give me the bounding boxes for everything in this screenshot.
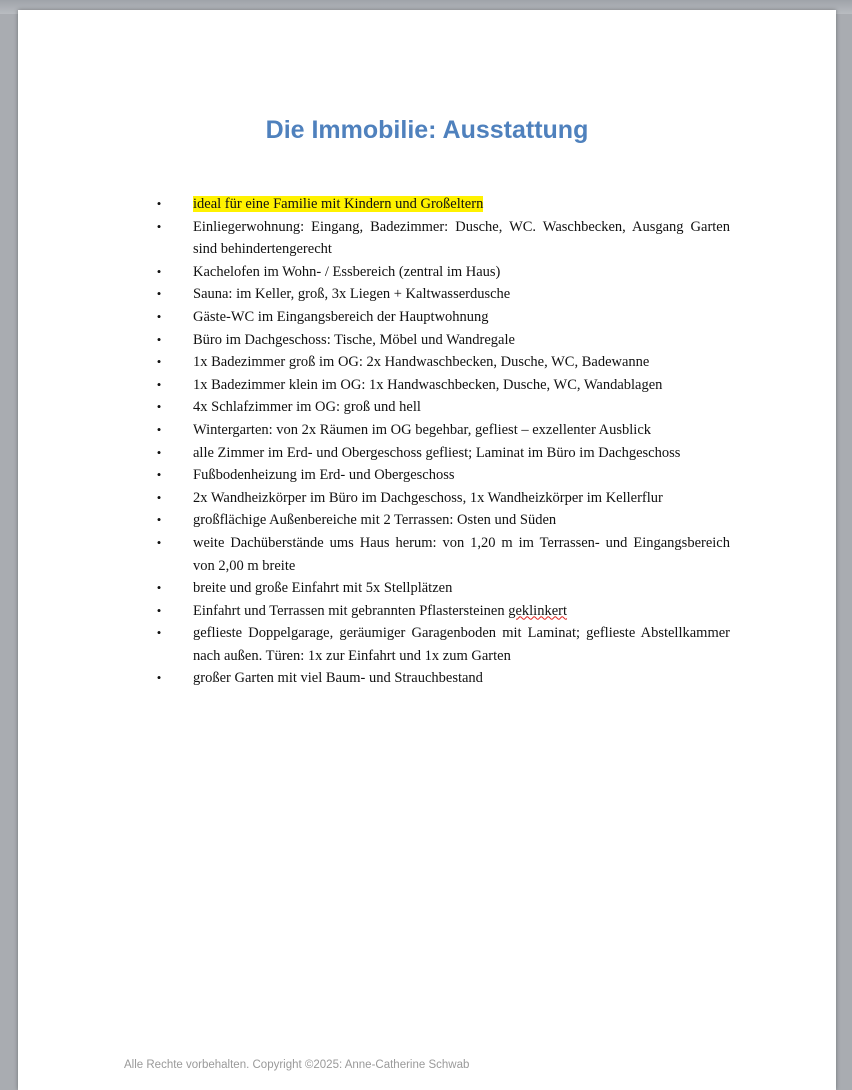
- list-item-text: großer Garten mit viel Baum- und Strauchbestand: [193, 670, 483, 687]
- list-item: [156, 509, 730, 532]
- list-item: [156, 487, 730, 510]
- list-item-text: alle Zimmer im Erd- und Obergeschoss gefliest; Laminat im Büro im Dachgeschoss: [193, 444, 681, 461]
- list-item: [156, 283, 730, 306]
- bullet-icon: •: [156, 467, 162, 483]
- document-page[interactable]: [18, 10, 836, 1090]
- list-item-text: großflächige Außenbereiche mit 2 Terrassen: Osten und Süden: [193, 512, 557, 529]
- list-item: [156, 306, 730, 329]
- list-item-text: geflieste Doppelgarage, geräumiger Garagenboden mit Laminat; geflieste Abstellkammer nach außen. Türen: 1x zur Einfahrt und 1x zum Garten: [193, 625, 730, 664]
- list-item-text: 1x Badezimmer klein im OG: 1x Handwaschbecken, Dusche, WC, Wandablagen: [193, 376, 663, 393]
- list-item-text: Gäste-WC im Eingangsbereich der Hauptwohnung: [193, 308, 489, 325]
- list-item: [156, 396, 730, 419]
- list-item-text: 4x Schlafzimmer im OG: groß und hell: [193, 399, 421, 416]
- bullet-icon: •: [156, 308, 162, 324]
- page-title: Die Immobilie: Ausstattung: [265, 116, 589, 144]
- list-item-text: breite und große Einfahrt mit 5x Stellplätzen: [193, 580, 453, 597]
- list-item: [156, 216, 730, 261]
- bullet-icon: •: [156, 286, 162, 302]
- bullet-icon: •: [156, 444, 162, 460]
- list-item: [156, 419, 730, 442]
- list-item-text: Kachelofen im Wohn- / Essbereich (zentral im Haus): [193, 263, 501, 280]
- bullet-icon: •: [156, 534, 162, 550]
- footer-copyright: Alle Rechte vorbehalten. Copyright ©2025: Anne-Catherine Schwab: [124, 1059, 470, 1071]
- list-item-text: ideal für eine Familie mit Kindern und Großeltern: [193, 196, 484, 212]
- list-item-text: weite Dachüberstände ums Haus herum: von 1,20 m im Terrassen- und Eingangsbereich von 2,00 m breite: [193, 534, 730, 574]
- list-item: [156, 193, 730, 216]
- bullet-icon: •: [156, 421, 162, 437]
- bullet-icon: •: [156, 218, 162, 234]
- list-item-text: Sauna: im Keller, groß, 3x Liegen + Kaltwasserdusche: [193, 286, 511, 303]
- list-item-text: 2x Wandheizkörper im Büro im Dachgeschoss, 1x Wandheizkörper im Kellerflur: [193, 489, 663, 506]
- bullet-icon: •: [156, 376, 162, 392]
- bullet-icon: •: [156, 489, 162, 505]
- list-item-text: Einfahrt und Terrassen mit gebrannten Pflastersteinen: [193, 602, 505, 619]
- list-item-text: Einliegerwohnung: Eingang, Badezimmer: Dusche, WC. Waschbecken, Ausgang Garten sind behindertengerecht: [193, 218, 730, 258]
- bullet-icon: •: [156, 625, 162, 641]
- list-item: [156, 351, 730, 374]
- bullet-icon: •: [156, 670, 162, 686]
- list-item: [156, 577, 730, 600]
- list-item-text: Fußbodenheizung im Erd- und Obergeschoss: [193, 467, 455, 484]
- list-item: [156, 532, 730, 577]
- list-item-text: Büro im Dachgeschoss: Tische, Möbel und Wandregale: [193, 331, 515, 348]
- spellcheck-flagged-word[interactable]: geklinkert: [508, 602, 568, 619]
- bullet-icon: •: [156, 196, 162, 211]
- list-item-text: Wintergarten: von 2x Räumen im OG begehbar, gefliest – exzellenter Ausblick: [193, 421, 652, 438]
- list-item: [156, 261, 730, 284]
- bullet-icon: •: [156, 354, 162, 370]
- list-item-text: 1x Badezimmer groß im OG: 2x Handwaschbecken, Dusche, WC, Badewanne: [193, 354, 650, 371]
- bullet-icon: •: [156, 512, 162, 528]
- feature-list: [156, 193, 730, 690]
- list-item: [156, 600, 730, 623]
- bullet-icon: •: [156, 399, 162, 415]
- bullet-icon: •: [156, 602, 162, 618]
- list-item: [156, 622, 730, 667]
- list-item: [156, 329, 730, 352]
- bullet-icon: •: [156, 580, 162, 596]
- list-item: [156, 374, 730, 397]
- list-item: [156, 667, 730, 690]
- bullet-icon: •: [156, 331, 162, 347]
- bullet-icon: •: [156, 263, 162, 279]
- list-item: [156, 442, 730, 465]
- list-item: [156, 464, 730, 487]
